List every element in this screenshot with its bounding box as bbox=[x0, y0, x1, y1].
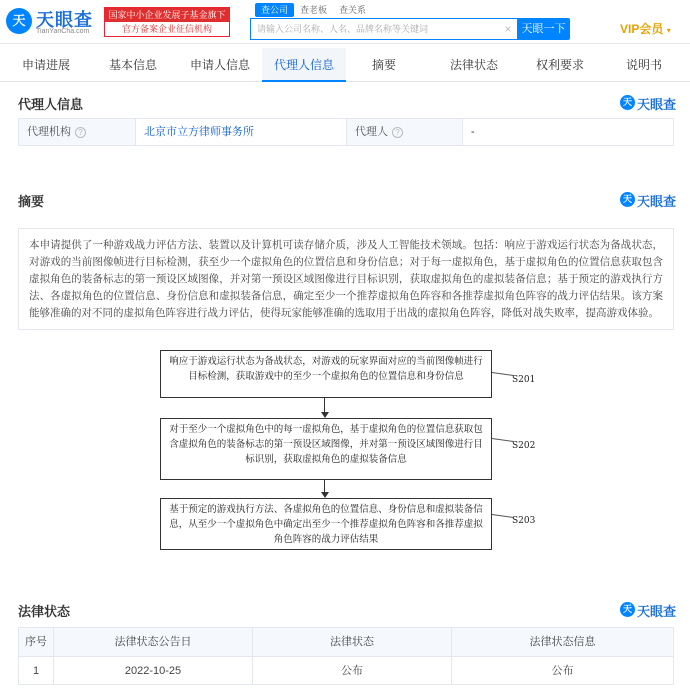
help-icon[interactable]: ? bbox=[392, 127, 403, 138]
abstract-section-title: 摘要 bbox=[18, 194, 45, 209]
flowchart-step-label: S201 bbox=[512, 375, 536, 385]
site-header bbox=[0, 0, 690, 44]
agency-link[interactable]: 北京市立方律师事务所 bbox=[144, 126, 254, 138]
search-tab-relation[interactable]: 查关系 bbox=[339, 5, 367, 15]
agency-label-cell bbox=[19, 119, 135, 145]
tab-claims[interactable]: 权利要求 bbox=[535, 58, 584, 72]
brand-eye-icon: 天 bbox=[620, 192, 635, 207]
agency-value-cell bbox=[136, 119, 346, 145]
brand-name: 天眼查 bbox=[637, 194, 677, 209]
search-type-tabs bbox=[255, 3, 372, 17]
leader-line bbox=[492, 514, 514, 518]
table-cell: 公布 bbox=[551, 665, 574, 677]
tab-description[interactable]: 说明书 bbox=[625, 58, 662, 72]
legal-section-title: 法律状态 bbox=[18, 604, 71, 619]
flow-arrow bbox=[324, 398, 325, 412]
search-tab-boss[interactable]: 查老板 bbox=[300, 5, 328, 15]
legal-status-table bbox=[18, 627, 674, 685]
column-header: 法律状态 bbox=[330, 636, 374, 648]
flowchart-step-box: 对于至少一个虚拟角色中的每一虚拟角色，基于虚拟角色的位置信息获取包含虚拟角色的装备标志的第一预设区域图像，并对第一预设区域图像进行目标识别，获取虚拟角色的虚拟装备信息 bbox=[160, 418, 492, 480]
tab-applicant-info[interactable]: 申请人信息 bbox=[189, 58, 250, 72]
column-header: 法律状态公告日 bbox=[114, 636, 192, 648]
flowchart-step-box: 基于预定的游戏执行方法、各虚拟角色的位置信息、身份信息和虚拟装备信息，从至少一个虚拟角色中确定出至少一个推荐虚拟角色阵容和各推荐虚拟角色阵容的战力评估结果 bbox=[160, 498, 492, 550]
agent-info-table bbox=[18, 118, 674, 146]
table-row bbox=[19, 656, 673, 684]
clear-icon[interactable]: × bbox=[504, 22, 512, 36]
agency-label: 代理机构 bbox=[27, 126, 71, 138]
brand-name: 天眼查 bbox=[637, 604, 677, 619]
tab-basic-info[interactable]: 基本信息 bbox=[108, 58, 157, 72]
tab-abstract[interactable]: 摘要 bbox=[371, 58, 396, 72]
logo-name: 天眼查 bbox=[36, 10, 93, 30]
detail-nav bbox=[0, 48, 690, 82]
promo-top: 国家中小企业发展子基金旗下 bbox=[105, 8, 229, 22]
promo-bottom: 官方备案企业征信机构 bbox=[121, 24, 212, 34]
brand-eye-icon: 天 bbox=[620, 602, 635, 617]
agent-label-cell bbox=[347, 119, 462, 145]
tab-application-progress[interactable]: 申请进展 bbox=[21, 58, 70, 72]
tab-legal-status[interactable]: 法律状态 bbox=[449, 58, 498, 72]
abstract-flowchart bbox=[160, 350, 560, 560]
logo-eye-icon: 天 bbox=[6, 8, 32, 34]
table-cell: 1 bbox=[32, 665, 40, 677]
agent-value: - bbox=[471, 126, 475, 138]
chevron-down-icon: ▾ bbox=[666, 26, 671, 35]
brand-eye-icon: 天 bbox=[620, 95, 635, 110]
logo-url: TianYanCha.com bbox=[36, 28, 90, 35]
flow-arrow bbox=[324, 480, 325, 492]
brand-name: 天眼查 bbox=[637, 97, 677, 112]
table-header-row bbox=[19, 628, 673, 656]
column-header: 序号 bbox=[25, 636, 47, 648]
search-input[interactable]: 请输入公司名称、人名、品牌名称等关键词 bbox=[250, 18, 517, 40]
search-button[interactable]: 天眼一下 bbox=[517, 18, 570, 40]
flowchart-step-label: S202 bbox=[512, 441, 536, 451]
vip-member-link[interactable] bbox=[620, 20, 671, 37]
site-logo[interactable] bbox=[6, 6, 102, 38]
help-icon[interactable]: ? bbox=[75, 127, 86, 138]
table-cell: 2022-10-25 bbox=[124, 665, 182, 677]
vip-label: VIP会员 bbox=[620, 22, 664, 36]
abstract-text: 本申请提供了一种游戏战力评估方法、装置以及计算机可读存储介质，涉及人工智能技术领域。包括：响应于游戏运行状态为备战状态，对游戏的当前图像帧进行目标检测，获至少一个虚拟角色的位置信息和身份信息；对于每一虚拟角色，基于虚拟角色的位置信息获取包含虚拟角色的装备标志的第一预设区域图像，并对第一预设区域图像进行目标识别，获取虚拟角色的虚拟装备信息；基于预定的游戏执行方法、各虚拟角色的位置信息、身份信息和虚拟装备信息，确定至少一个推荐虚拟角色阵容和各推荐虚拟角色阵容的战力评估结果。该方案能够准确的对不同的虚拟角色阵容进行战力评估，使得玩家能够准确的选取用于出战的虚拟角色阵容，降低对战失败率，提高游戏体验。 bbox=[18, 228, 674, 330]
promo-badge[interactable] bbox=[104, 7, 230, 37]
flowchart-step-label: S203 bbox=[512, 516, 536, 526]
agent-label: 代理人 bbox=[355, 126, 388, 138]
column-header: 法律状态信息 bbox=[529, 636, 596, 648]
table-cell: 公布 bbox=[341, 665, 363, 677]
leader-line bbox=[492, 372, 514, 376]
flowchart-step-box: 响应于游戏运行状态为备战状态，对游戏的玩家界面对应的当前图像帧进行目标检测，获取游戏中的至少一个虚拟角色的位置信息和身份信息 bbox=[160, 350, 492, 398]
search-tab-company[interactable]: 查公司 bbox=[255, 3, 294, 17]
tab-agent-info[interactable]: 代理人信息 bbox=[262, 48, 346, 82]
leader-line bbox=[492, 438, 514, 442]
agent-section-title: 代理人信息 bbox=[18, 97, 84, 112]
